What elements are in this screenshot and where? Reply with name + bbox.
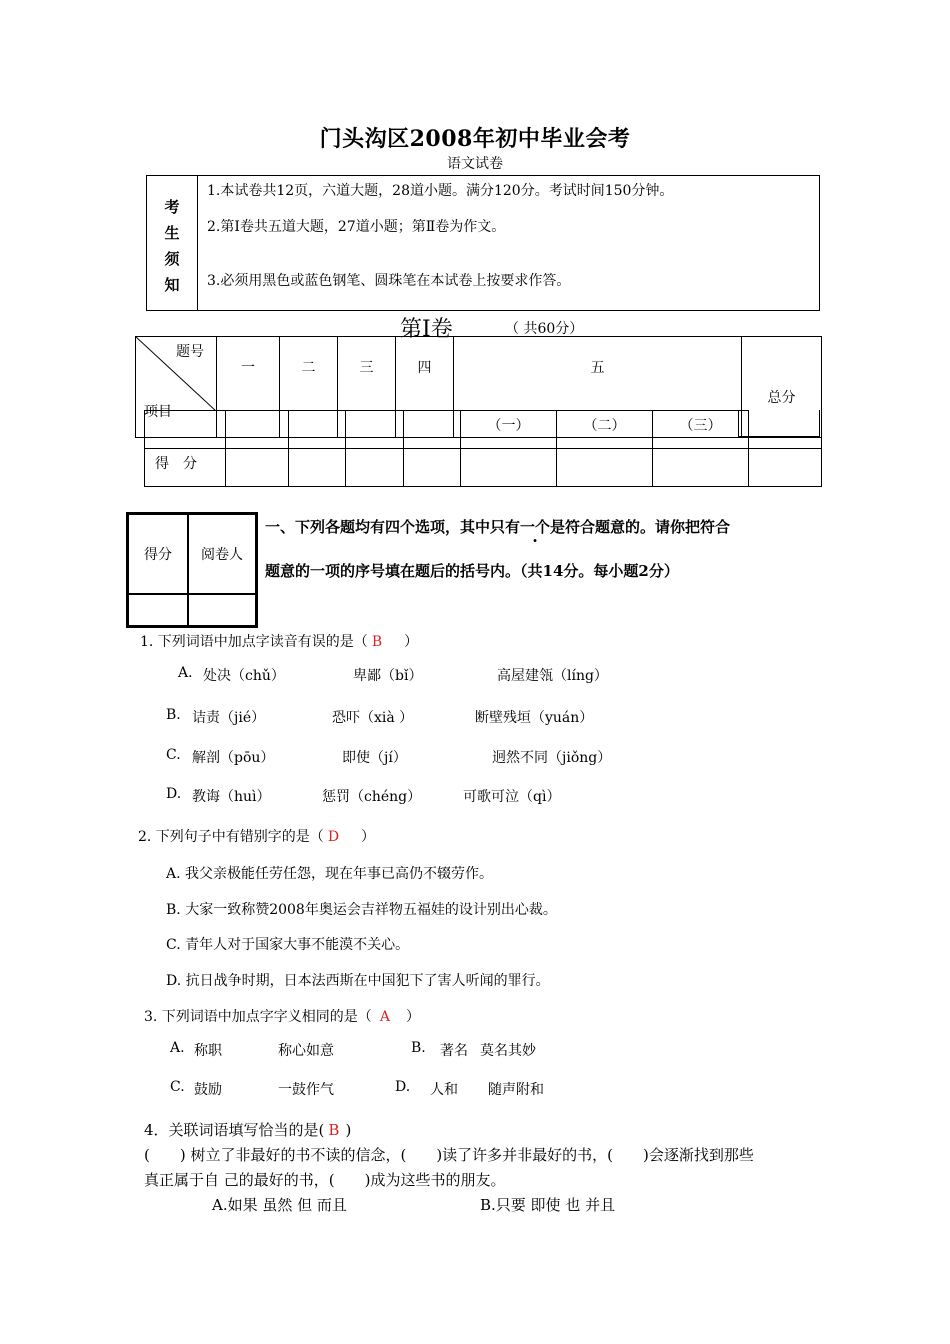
q1-option-c-2: 即使（jí） (342, 750, 407, 766)
q2-option: D. 抗日战争时期，日本法西斯在中国犯下了害人听闻的罪行。 (166, 973, 550, 989)
col-header: 三 (338, 337, 396, 438)
q3-option-d-1: 人和 (430, 1082, 458, 1098)
q3-option-a-1: 称职 (194, 1043, 222, 1059)
q4-answer: B (328, 1121, 340, 1139)
q3-option-b-1: 著名 (440, 1043, 468, 1059)
q1-option-b-2: 恐吓（xià ） (332, 710, 414, 726)
q3-answer: A (379, 1009, 390, 1025)
q2-option: A. 我父亲极能任劳任怨，现在年事已高仍不辍劳作。 (166, 866, 494, 882)
score-table-body (144, 410, 822, 487)
q3-option-b-label: B. (411, 1040, 426, 1056)
notice-label-char: 知 (164, 276, 180, 294)
score-cell[interactable] (749, 449, 822, 487)
q3-option-c-1: 鼓励 (194, 1082, 222, 1098)
notice-label (147, 176, 198, 310)
grader-box (126, 512, 258, 628)
score-cell[interactable] (346, 449, 404, 487)
section1-instruction-line2: 题意的一项的序号填在题后的括号内。（共14分。每小题2分） (265, 562, 679, 580)
q4-stem: 4．关联词语填写恰当的是( B ) (144, 1121, 352, 1139)
grader-score-field[interactable] (128, 594, 188, 626)
notice-item: 2.第Ⅰ卷共五道大题，27道小题；第Ⅱ卷为作文。 (207, 219, 506, 235)
score-row-label: 得 分 (145, 449, 226, 487)
exam-title: 门头沟区2008年初中毕业会考 (319, 126, 631, 152)
volume-subtitle: （ 共60分） (505, 321, 584, 337)
q2-option: B. 大家一致称赞2008年奥运会吉祥物五福娃的设计别出心裁。 (166, 902, 557, 918)
q3-option-a-2: 称心如意 (278, 1043, 334, 1059)
score-cell[interactable] (461, 449, 557, 487)
q3-option-b-2: 莫名其妙 (480, 1043, 536, 1059)
q2-option: C. 青年人对于国家大事不能漠不关心。 (166, 937, 410, 953)
q1-option-a-1: 处决（chǔ） (203, 668, 285, 684)
q1-answer: B (371, 634, 383, 650)
corner-label-top: 题号 (176, 344, 204, 360)
sub-col-header: （二） (557, 411, 653, 449)
sub-col-header: （三） (653, 411, 749, 449)
col-header: 二 (280, 337, 338, 438)
q1-option-d-label: D. (166, 786, 182, 802)
q4-line1: ( ) 树立了非最好的书不读的信念，( )读了许多并非最好的书，( )会逐渐找到那些 (144, 1146, 754, 1164)
score-cell[interactable] (404, 449, 461, 487)
score-cell[interactable] (557, 449, 653, 487)
grader-score-label: 得分 (128, 514, 188, 594)
total-label: 总分 (767, 390, 796, 406)
q3-option-d-label: D. (395, 1079, 411, 1095)
score-cell[interactable] (289, 449, 346, 487)
q2-answer: D (327, 829, 340, 845)
corner-label-bottom: 项目 (144, 404, 172, 420)
q4-option-a: A.如果 虽然 但 而且 (212, 1196, 347, 1214)
notice-item: 3.必须用黑色或蓝色钢笔、圆珠笔在本试卷上按要求作答。 (207, 273, 571, 289)
q1-option-d-1: 教诲（huì） (192, 789, 271, 805)
q3-option-c-label: C. (170, 1079, 185, 1095)
q1-option-a-3: 高屋建瓴（líng） (497, 668, 608, 684)
col-header: 五 (454, 337, 742, 438)
notice-box (146, 175, 820, 311)
q1-option-a-2: 卑鄙（bǐ） (353, 668, 423, 684)
col-header: 四 (396, 337, 454, 438)
q4-line2: 真正属于自 己的最好的书，( )成为这些书的朋友。 (144, 1171, 506, 1189)
notice-item: 1.本试卷共12页，六道大题，28道小题。满分120分。考试时间150分钟。 (207, 183, 674, 199)
notice-label-char: 考 (164, 198, 180, 216)
q1-option-b-1: 诘责（jié） (192, 710, 266, 726)
section1-instruction-line1: 一、下列各题均有四个选项，其中只有一个是符合题意的。请你把符合 (265, 518, 731, 536)
q3-option-d-2: 随声附和 (488, 1082, 544, 1098)
q3-option-a-label: A. (170, 1040, 185, 1056)
q1-stem: 1. 下列词语中加点字读音有误的是（ B ） (140, 634, 419, 650)
q1-option-c-3: 迥然不同（jiǒng） (492, 750, 612, 766)
score-cell[interactable] (653, 449, 749, 487)
emphasis-text: 一个 (520, 518, 551, 536)
grader-name-field[interactable] (188, 594, 256, 626)
q2-stem: 2. 下列句子中有错别字的是（ D ） (138, 829, 376, 845)
q1-option-c-1: 解剖（pōu） (192, 750, 275, 766)
col-header: 一 (217, 337, 280, 438)
q1-option-a-label: A. (178, 665, 193, 681)
q1-option-b-label: B. (166, 707, 181, 723)
notice-label-char: 须 (164, 250, 180, 268)
notice-label-char: 生 (164, 224, 180, 242)
score-cell[interactable] (226, 449, 289, 487)
q1-option-d-3: 可歌可泣（qì） (463, 789, 561, 805)
q1-option-d-2: 惩罚（chéng） (322, 789, 422, 805)
grader-name-label: 阅卷人 (188, 514, 256, 594)
q3-option-c-2: 一鼓作气 (278, 1082, 334, 1098)
q4-option-b: B.只要 即使 也 并且 (480, 1196, 616, 1214)
volume-title: 第Ⅰ卷 (400, 317, 453, 342)
sub-col-header: （一） (461, 411, 557, 449)
q1-option-b-3: 断壁残垣（yuán） (475, 710, 594, 726)
q1-option-c-label: C. (166, 747, 181, 763)
q3-stem: 3. 下列词语中加点字字义相同的是（ A ） (144, 1009, 420, 1025)
exam-subtitle: 语文试卷 (447, 156, 503, 172)
